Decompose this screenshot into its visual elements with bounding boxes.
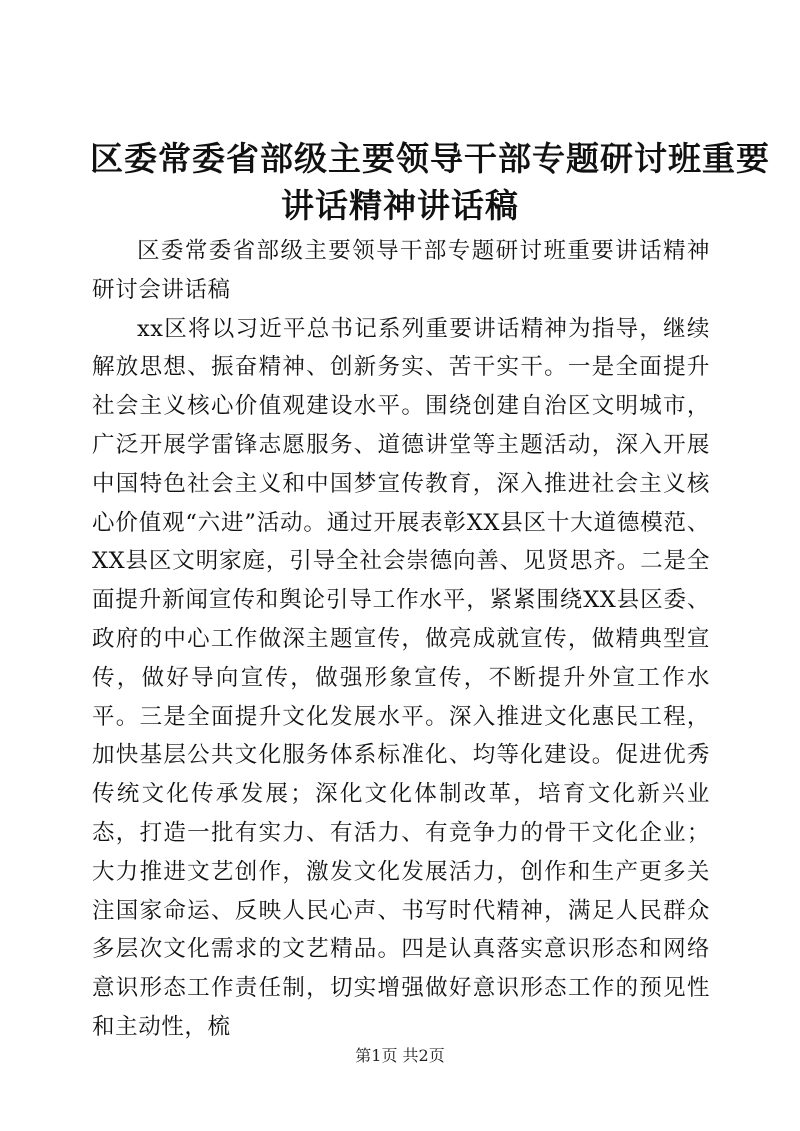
page-footer: 第1页 共2页 <box>355 1046 445 1065</box>
title-line-1: 区委常委省部级主要领导干部专题研讨班重要 <box>90 139 770 178</box>
title-line-2: 讲话精神讲话稿 <box>281 186 519 225</box>
body-paragraph: xx区将以习近平总书记系列重要讲话精神为指导，继续解放思想、振奋精神、创新务实、苦干实干。一是全面提升社会主义核心价值观建设水平。围绕创建自治区文明城市，广泛开展学雷锋志愿服务、道德讲堂等主题活动，深入开展中国特色社会主义和中国梦宣传教育，深入推进社会主义核心价值观“六进”活动。通过开展表彰XX县区十大道德模范、XX县区文明家庭，引导全社会崇德向善、见贤思齐。二是全面提升新闻宣传和舆论引导工作水平，紧紧围绕XX县区委、政府的中心工作做深主题宣传，做亮成就宣传，做精典型宣传，做好导向宣传，做强形象宣传，不断提升外宣工作水平。三是全面提升文化发展水平。深入推进文化惠民工程，加快基层公共文化服务体系标准化、均等化建设。促进优秀传统文化传承发展；深化文化体制改革，培育文化新兴业态，打造一批有实力、有活力、有竞争力的骨干文化企业；大力推进文艺创作，激发文化发展活力，创作和生产更多关注国家命运、反映人民心声、书写时代精神，满足人民群众多层次文化需求的文艺精品。四是认真落实意识形态和网络意识形态工作责任制，切实增强做好意识形态工作的预见性和主动性，梳 <box>92 315 710 1040</box>
subtitle-paragraph: 区委常委省部级主要领导干部专题研讨班重要讲话精神研讨会讲话稿 <box>92 238 710 303</box>
document-title <box>90 135 770 229</box>
document-body <box>92 232 710 1047</box>
